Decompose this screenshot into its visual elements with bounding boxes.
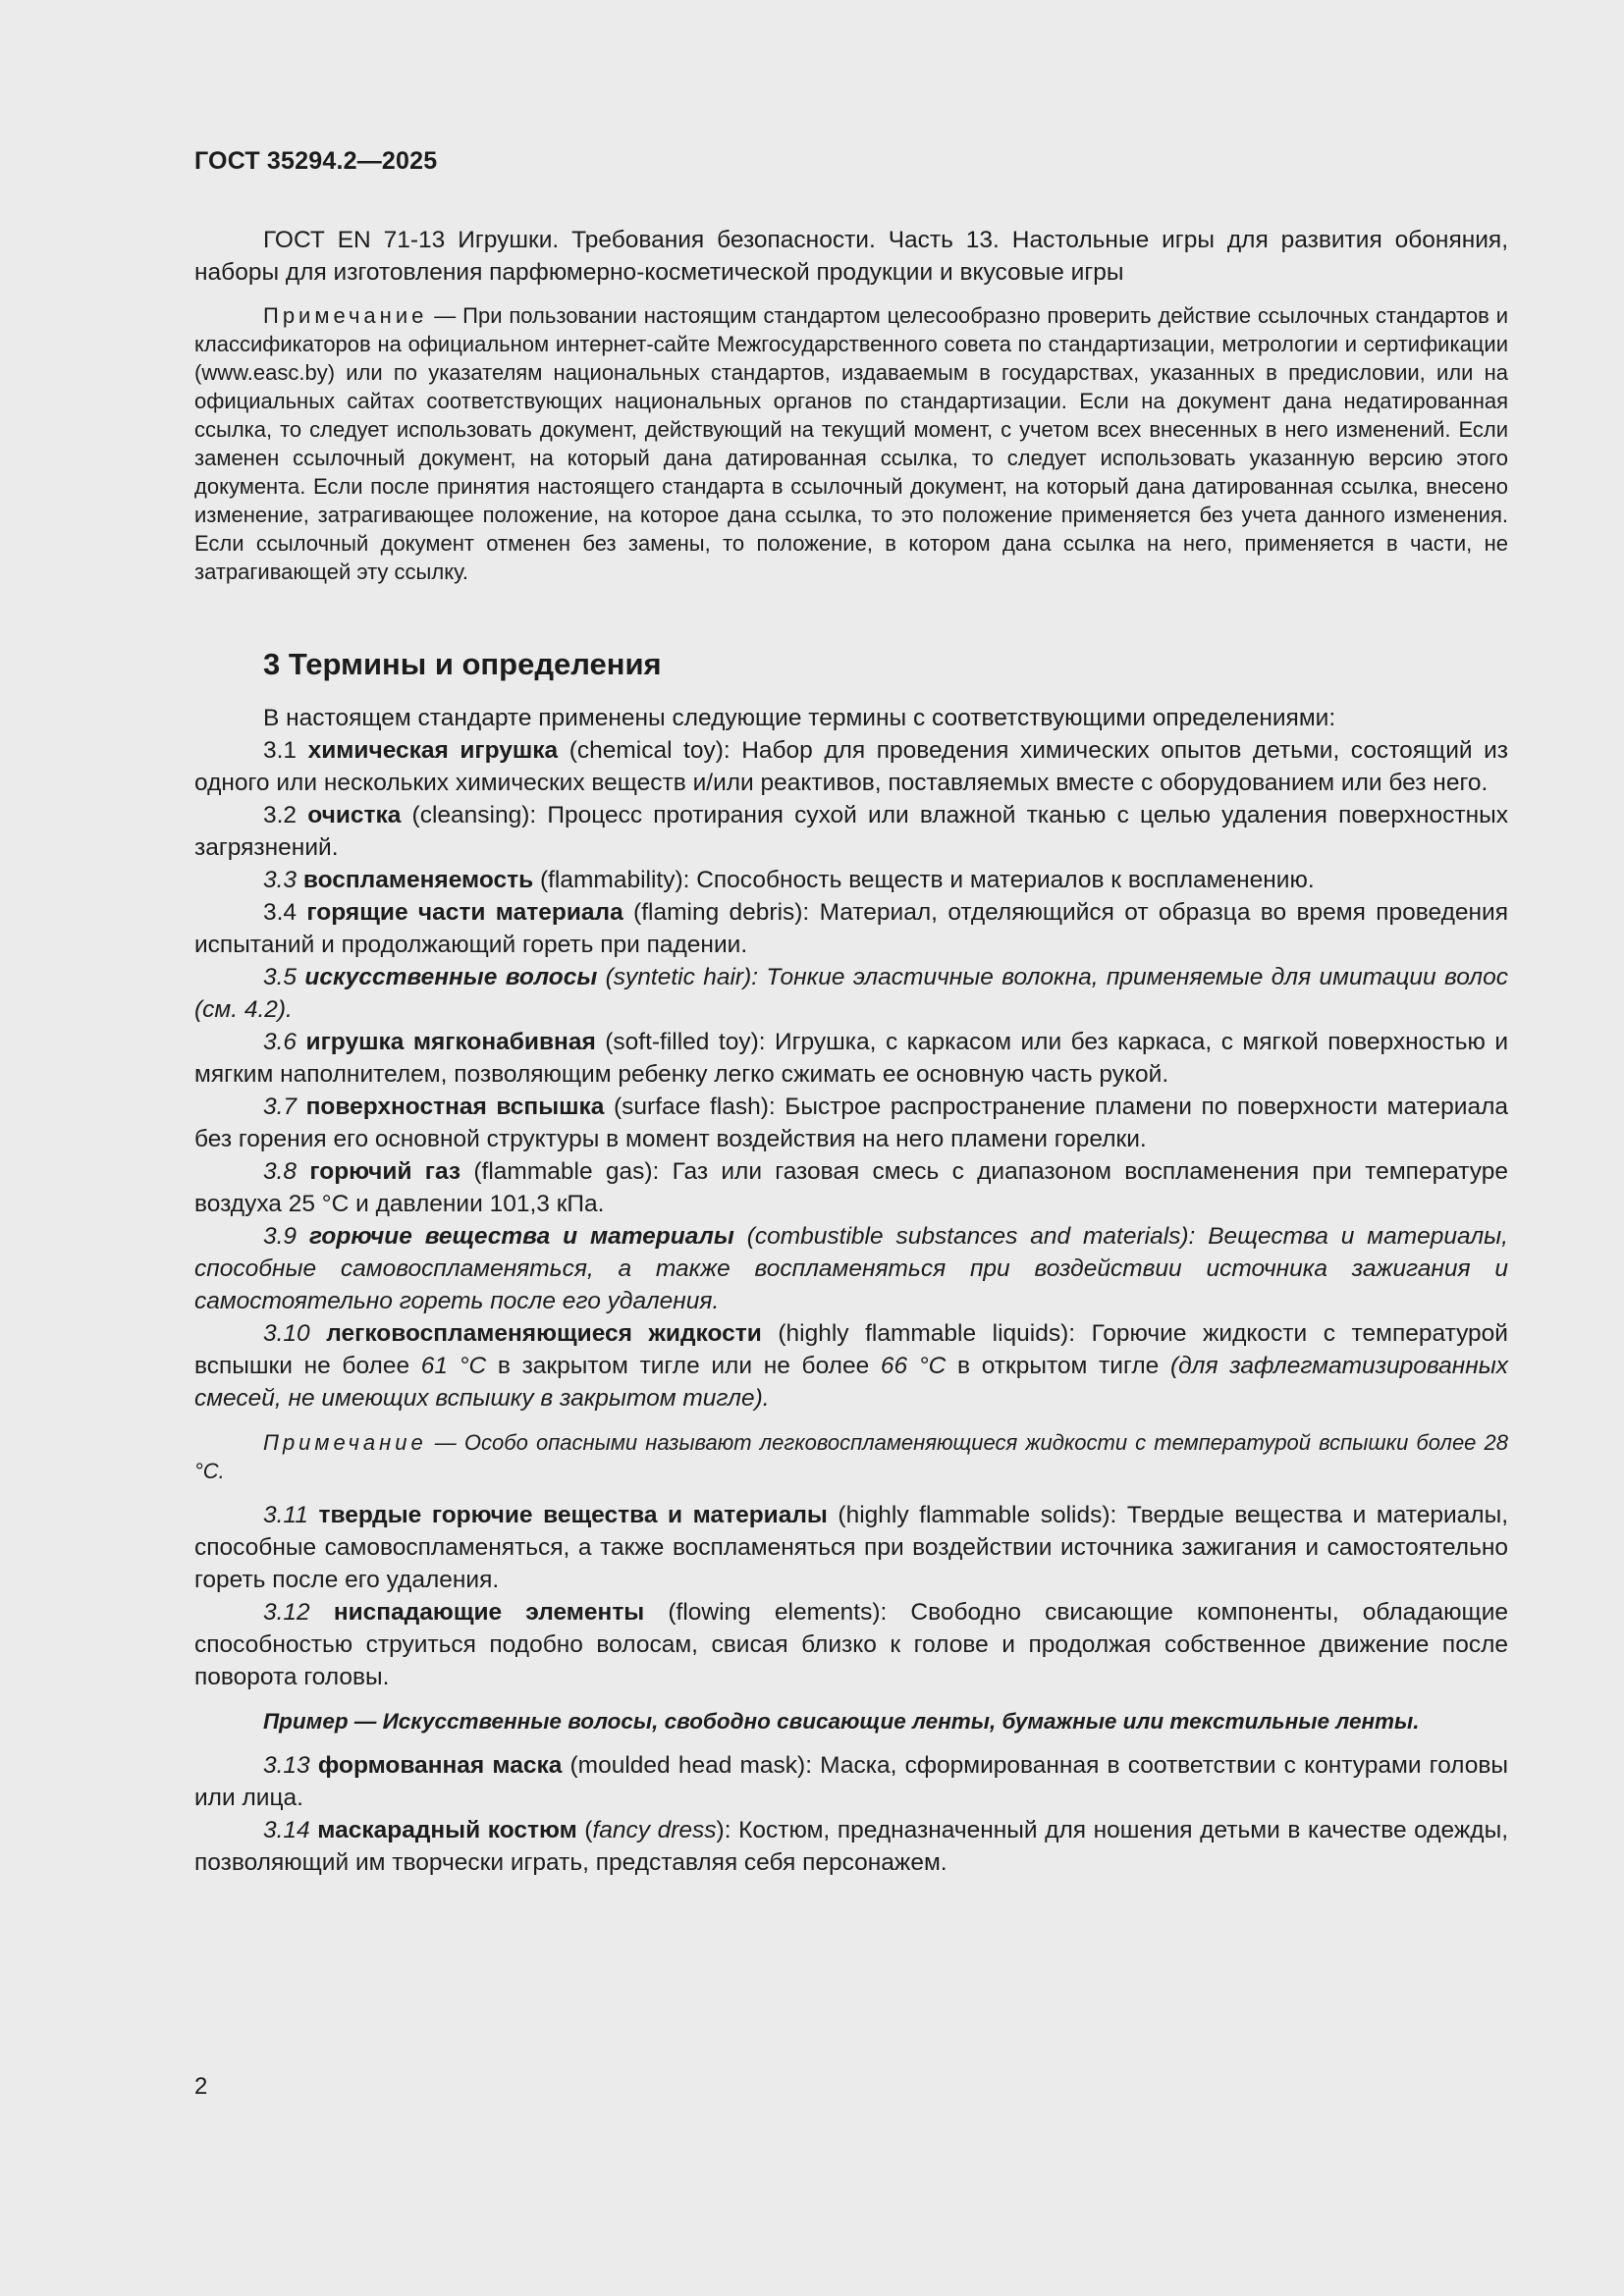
term-3-5 bbox=[194, 961, 1508, 1026]
term-definition-cont: ): Костюм, предназначенный для ношения детьми в качестве одежды, позволяющий им творчески играть, представляя себя персонажем. bbox=[194, 1817, 1509, 1876]
term-number: 3.4 bbox=[263, 899, 298, 926]
example-text: Пример — Искусственные волосы, свободно свисающие ленты, бумажные или текстильные ленты. bbox=[263, 1709, 1420, 1734]
term-number: 3.3 bbox=[263, 867, 298, 893]
section-title: 3 Термины и определения bbox=[263, 647, 662, 681]
term-definition-cont: в закрытом тигле или не более bbox=[486, 1353, 881, 1379]
term-english: fancy dress bbox=[592, 1817, 717, 1843]
note-dash: — bbox=[426, 1430, 464, 1455]
flash-point-open: 66 °С bbox=[880, 1353, 947, 1379]
reference-note bbox=[194, 301, 1508, 586]
note-dash: — bbox=[427, 303, 463, 328]
term-3-9 bbox=[194, 1220, 1508, 1317]
term-number: 3.7 bbox=[263, 1094, 298, 1120]
term-definition-italic: (для зафлегматизированных смесей, не имеющих вспышку в закрытом тигле). bbox=[194, 1353, 1508, 1412]
term-name: очистка bbox=[307, 802, 402, 828]
term-definition: (chemical toy): Набор для проведения химических опытов детьми, состоящий из одного или нескольких химических веществ и/или реактивов, поставляемых вместе с оборудованием или без него. bbox=[194, 737, 1509, 796]
term-number: 3.9 bbox=[263, 1223, 298, 1250]
term-number: 3.8 bbox=[263, 1158, 298, 1185]
term-name: искусственные волосы bbox=[304, 964, 598, 990]
term-name: твердые горючие вещества и материалы bbox=[318, 1502, 828, 1528]
page-content bbox=[194, 224, 1508, 1879]
term-3-14 bbox=[194, 1814, 1508, 1879]
term-definition: (cleansing): Процесс протирания сухой или влажной тканью с целью удаления поверхностных загрязнений. bbox=[194, 802, 1508, 861]
term-number: 3.1 bbox=[263, 737, 298, 764]
term-name: игрушка мягконабивная bbox=[305, 1029, 596, 1055]
term-3-3 bbox=[194, 864, 1508, 896]
term-name: воспламеняемость bbox=[302, 867, 534, 893]
standard-header: ГОСТ 35294.2—2025 bbox=[194, 147, 438, 175]
term-definition: (soft-filled toy): Игрушка, с каркасом или без каркаса, с мягкой поверхностью и мягким наполнителем, позволяющим ребенку легко сжимать ее основную часть рукой. bbox=[194, 1029, 1508, 1088]
term-definition: (moulded head mask): Маска, сформированная в соответствии с контурами головы или лица. bbox=[194, 1752, 1508, 1811]
term-3-4 bbox=[194, 896, 1508, 961]
term-number: 3.5 bbox=[263, 964, 298, 990]
term-3-2 bbox=[194, 799, 1508, 864]
term-note bbox=[194, 1428, 1508, 1485]
term-3-7 bbox=[194, 1091, 1508, 1155]
term-definition-cont: в открытом тигле bbox=[946, 1353, 1170, 1379]
term-name: поверхностная вспышка bbox=[305, 1094, 605, 1120]
note-label: Примечание bbox=[263, 303, 428, 328]
note-text: Особо опасными называют легковоспламеняющиеся жидкости с температурой вспышки более 28 °С. bbox=[194, 1430, 1508, 1483]
term-definition: (combustible substances and materials): Вещества и материалы, способные самовоспламеняться, а также воспламеняться при воздействии источника зажигания и самостоятельно гореть после его удаления. bbox=[194, 1223, 1508, 1314]
term-name: горючий газ bbox=[309, 1158, 461, 1185]
note-text: При пользовании настоящим стандартом целесообразно проверить действие ссылочных стандартов и классификаторов на официальном интернет-сайте Межгосударственного совета по стандартизации, метрологии и сертификации (www.easc.by) или по указателям национальных стандартов, издаваемым в государствах, указанных в предисловии, или на официальных сайтах соответствующих национальных органов по стандартизации. Если на документ дана недатированная ссылка, то следует использовать документ, действующий на текущий момент, с учетом всех внесенных в него изменений. Если заменен ссылочный документ, на который дана датированная ссылка, то следует использовать указанную версию этого документа. Если после принятия настоящего стандарта в ссылочный документ, на который дана датированная ссылка, внесено изменение, затрагивающее положение, на которое дана ссылка, то это положение применяется без учета данного изменения. Если ссылочный документ отменен без замены, то положение, в котором дана ссылка на него, применяется в части, не затрагивающей эту ссылку. bbox=[194, 303, 1509, 584]
page-number: 2 bbox=[194, 2073, 208, 2100]
normative-reference-item: ГОСТ EN 71-13 Игрушки. Требования безопасности. Часть 13. Настольные игры для развития обоняния, наборы для изготовления парфюмерно-косметической продукции и вкусовые игры bbox=[194, 227, 1508, 286]
term-3-13 bbox=[194, 1749, 1508, 1814]
term-name: формованная маска bbox=[317, 1752, 563, 1779]
term-number: 3.14 bbox=[263, 1817, 310, 1843]
term-3-12 bbox=[194, 1596, 1508, 1693]
term-number: 3.10 bbox=[263, 1320, 310, 1347]
term-3-11 bbox=[194, 1499, 1508, 1596]
section-intro: В настоящем стандарте применены следующие термины с соответствующими определениями: bbox=[263, 705, 1336, 731]
term-3-8 bbox=[194, 1155, 1508, 1220]
term-definition: (flowing elements): Свободно свисающие компоненты, обладающие способностью струиться подобно волосам, свисая близко к голове и продолжая собственное движение после поворота головы. bbox=[194, 1599, 1509, 1690]
term-number: 3.2 bbox=[263, 802, 298, 828]
term-name: химическая игрушка bbox=[307, 737, 559, 764]
term-number: 3.12 bbox=[263, 1599, 310, 1626]
term-definition: (syntetic hair): Тонкие эластичные волокна, применяемые для имитации волос (см. 4.2). bbox=[194, 964, 1508, 1023]
term-definition: (surface flash): Быстрое распространение пламени по поверхности материала без горения его основной структуры в момент воздействия на него пламени горелки. bbox=[194, 1094, 1508, 1152]
term-3-6 bbox=[194, 1026, 1508, 1091]
term-3-1 bbox=[194, 734, 1508, 799]
term-definition: (flaming debris): Материал, отделяющийся от образца во время проведения испытаний и продолжающий гореть при падении. bbox=[194, 899, 1508, 958]
term-number: 3.6 bbox=[263, 1029, 298, 1055]
term-definition: (flammability): Способность веществ и материалов к воспламенению. bbox=[533, 867, 1315, 893]
term-number: 3.13 bbox=[263, 1752, 310, 1779]
term-name: маскарадный костюм bbox=[317, 1817, 577, 1843]
term-definition: ( bbox=[576, 1817, 593, 1843]
term-3-10 bbox=[194, 1317, 1508, 1415]
term-name: легковоспламеняющиеся жидкости bbox=[326, 1320, 762, 1347]
term-name: горящие части материала bbox=[306, 899, 623, 926]
term-number: 3.11 bbox=[263, 1502, 308, 1528]
term-name: горючие вещества и материалы bbox=[308, 1223, 734, 1250]
term-definition: (flammable gas): Газ или газовая смесь с диапазоном воспламенения при температуре воздуха 25 °С и давлении 101,3 кПа. bbox=[194, 1158, 1509, 1217]
term-definition: (highly flammable liquids): Горючие жидкости с температурой вспышки не более bbox=[194, 1320, 1508, 1379]
term-name: ниспадающие элементы bbox=[333, 1599, 645, 1626]
flash-point-closed: 61 °С bbox=[420, 1353, 487, 1379]
note-label: Примечание bbox=[263, 1430, 427, 1455]
term-definition: (highly flammable solids): Твердые вещества и материалы, способные самовоспламеняться, а также воспламеняться при воздействии источника зажигания и самостоятельно гореть после его удаления. bbox=[194, 1502, 1509, 1593]
